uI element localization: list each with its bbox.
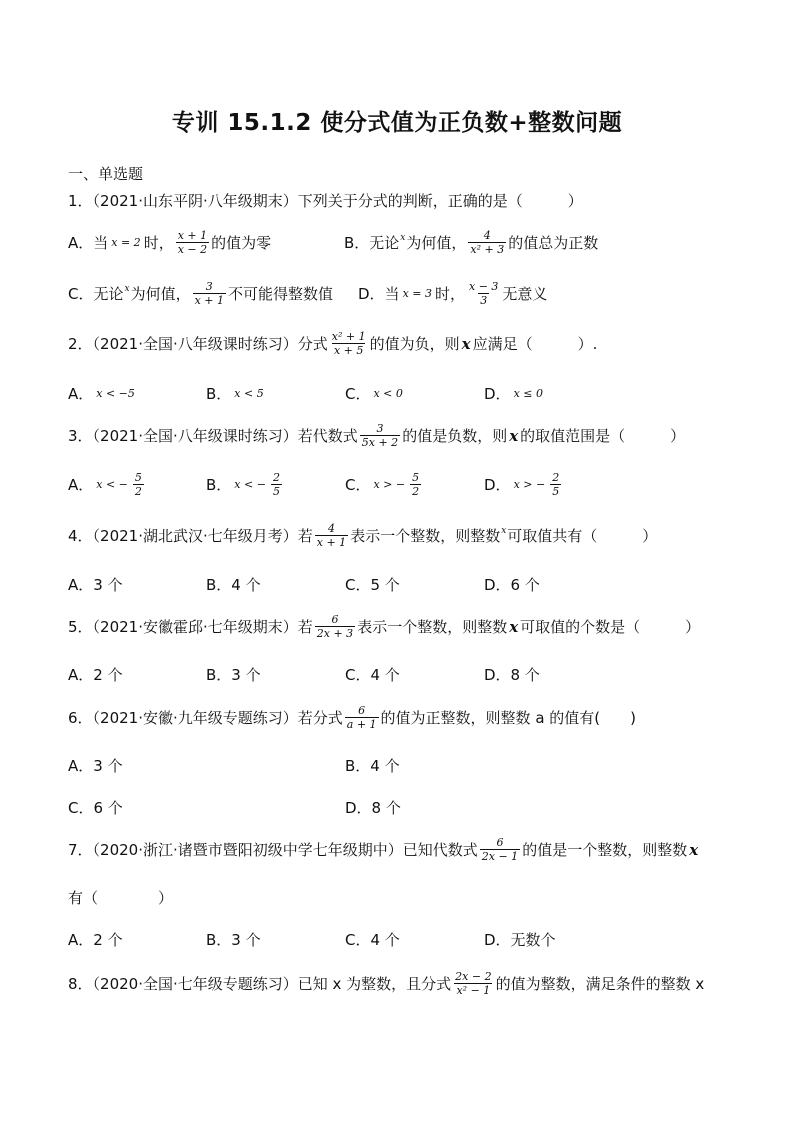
fraction: $\frac{5}{2}$: [412, 471, 420, 498]
fraction: $\frac{x - 3}{3}$: [469, 280, 499, 307]
question-2-option-a: A． x < −5: [68, 385, 135, 403]
question-5-option-a: A．2 个: [68, 666, 123, 684]
fraction: $\frac{6}{2x - 1}$: [481, 836, 519, 863]
question-1-stem: 1．（2021·山东平阴·八年级期末）下列关于分式的判断，正确的是（ ）: [68, 192, 583, 210]
question-1-option-c: C．无论 x 为何值， $\frac{3}{x + 1}$ 不可能得整数值: [68, 280, 334, 307]
question-4-stem: 4．（2021·湖北武汉·七年级月考）若 $\frac{4}{x + 1}$ 表示一个整数，则整数 x 可取值共有（ ）: [68, 522, 658, 549]
question-3-option-c: C． x > − $\frac{5}{2}$: [345, 471, 420, 498]
question-5-option-d: D．8 个: [484, 666, 540, 684]
fraction: $\frac{2}{5}$: [552, 471, 560, 498]
question-5-option-c: C．4 个: [345, 666, 400, 684]
fraction: $\frac{x + 1}{x - 2}$: [177, 229, 208, 256]
fraction: $\frac{4}{\text{x² + 3}}$: [470, 229, 505, 256]
question-6-stem: 6．（2021·安徽·九年级专题练习）若分式 $\frac{6}{a + 1}$ 的值为正整数，则整数 a 的值有( ): [68, 704, 636, 731]
fraction: $\frac{6}{2x + 3}$: [316, 613, 354, 640]
question-7-option-c: C．4 个: [345, 931, 400, 949]
question-1-option-a: A．当 x = 2 时， $\frac{x + 1}{x - 2}$ 的值为零: [68, 229, 272, 256]
question-4-option-b: B．4 个: [206, 576, 261, 594]
question-4-option-c: C．5 个: [345, 576, 400, 594]
question-2-stem: 2．（2021·全国·八年级课时练习）分式 $\frac{\text{x² + 1}}{x + 5}$ 的值为负，则 x 应满足（ ）.: [68, 330, 598, 357]
question-3-stem: 3．（2021·全国·八年级课时练习）若代数式 $\frac{3}{5x + 2}$ 的值是负数，则 x 的取值范围是（ ）: [68, 422, 686, 449]
question-6-option-c: C．6 个: [68, 799, 123, 817]
question-5-option-b: B．3 个: [206, 666, 261, 684]
question-1-option-b: B．无论 x 为何值， $\frac{4}{\text{x² + 3}}$ 的值总为正数: [344, 229, 599, 256]
question-5-stem: 5．（2021·安徽霍邱·七年级期末）若 $\frac{6}{2x + 3}$ 表示一个整数，则整数 x 可取值的个数是（ ）: [68, 613, 701, 640]
fraction: $\frac{5}{2}$: [134, 471, 142, 498]
question-7-option-b: B．3 个: [206, 931, 261, 949]
question-3-option-b: B． x < − $\frac{2}{5}$: [206, 471, 280, 498]
question-3-option-a: A． x < − $\frac{5}{2}$: [68, 471, 142, 498]
question-2-option-d: D． x ≤ 0: [484, 385, 543, 403]
question-4-option-a: A．3 个: [68, 576, 123, 594]
question-7-stem: 7．（2020·浙江·诸暨市暨阳初级中学七年级期中）已知代数式 $\frac{6}{2x - 1}$ 的值是一个整数，则整数 x: [68, 836, 699, 863]
fraction: $\frac{2x - 2}{\text{x² − 1}}$: [455, 970, 492, 997]
fraction: $\frac{2}{5}$: [272, 471, 280, 498]
question-2-option-b: B． x < 5: [206, 385, 264, 403]
fraction: $\frac{4}{x + 1}$: [316, 522, 347, 549]
fraction: $\frac{3}{x + 1}$: [194, 280, 224, 307]
question-6-option-b: B．4 个: [345, 757, 400, 775]
section-heading: 一、单选题: [68, 165, 144, 183]
question-6-option-a: A．3 个: [68, 757, 123, 775]
question-6-option-d: D．8 个: [345, 799, 401, 817]
fraction: $\frac{\text{x² + 1}}{x + 5}$: [331, 330, 366, 357]
question-3-option-d: D． x > − $\frac{2}{5}$: [484, 471, 560, 498]
page-title: 专训 15.1.2 使分式值为正负数+整数问题: [171, 110, 623, 136]
question-1-option-d: D．当 x = 3 时， $\frac{x - 3}{3}$ 无意义: [358, 280, 548, 307]
question-7-option-a: A．2 个: [68, 931, 123, 949]
fraction: $\frac{3}{5x + 2}$: [361, 422, 399, 449]
question-7-stem-continued: 有（ ）: [68, 889, 174, 907]
fraction: $\frac{6}{a + 1}$: [346, 704, 377, 731]
question-4-option-d: D．6 个: [484, 576, 540, 594]
question-8-stem: 8．（2020·全国·七年级专题练习）已知 x 为整数，且分式 $\frac{2x - 2}{\text{x² − 1}}$ 的值为整数，满足条件的整数 x: [68, 970, 705, 997]
question-7-option-d: D．无数个: [484, 931, 556, 949]
question-2-option-c: C． x < 0: [345, 385, 403, 403]
